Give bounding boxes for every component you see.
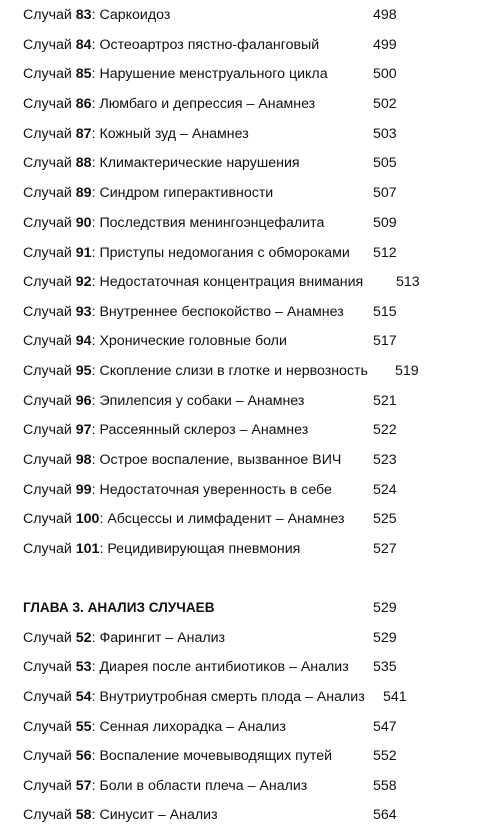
entry-number: 90 xyxy=(75,215,92,231)
entry-separator: : xyxy=(91,807,100,823)
entry-separator: : xyxy=(91,689,100,705)
entry-prefix: Случай xyxy=(23,274,76,290)
toc-entry[interactable] xyxy=(23,419,308,441)
entry-title: Диарея после антибиотиков – Анализ xyxy=(99,659,349,675)
entry-separator: : xyxy=(91,630,100,646)
entry-number: 94 xyxy=(75,333,92,349)
entry-prefix: Случай xyxy=(23,66,76,82)
chapter-heading[interactable]: ГЛАВА 3. АНАЛИЗ СЛУЧАЕВ xyxy=(23,600,215,615)
entry-number: 86 xyxy=(75,96,92,112)
chapter-page: 529 xyxy=(373,600,397,616)
entry-page: 558 xyxy=(373,778,397,794)
entry-prefix: Случай xyxy=(23,511,76,527)
entry-prefix: Случай xyxy=(23,215,76,231)
entry-number: 91 xyxy=(75,245,92,261)
entry-page: 547 xyxy=(373,719,397,735)
entry-page: 509 xyxy=(373,215,397,231)
entry-title: Синдром гиперактивности xyxy=(99,185,274,201)
entry-separator: : xyxy=(99,511,108,527)
entry-page: 523 xyxy=(373,452,397,468)
entry-prefix: Случай xyxy=(23,37,76,53)
entry-title: Недостаточная концентрация внимания xyxy=(99,274,364,290)
entry-number: 84 xyxy=(75,37,92,53)
toc-entry[interactable] xyxy=(23,242,350,264)
toc-entry[interactable] xyxy=(23,4,170,26)
entry-prefix: Случай xyxy=(23,126,76,142)
entry-prefix: Случай xyxy=(23,96,76,112)
entry-title: Воспаление мочевыводящих путей xyxy=(99,748,333,764)
entry-page: 535 xyxy=(373,659,397,675)
entry-separator: : xyxy=(91,304,100,320)
entry-separator: : xyxy=(91,155,100,171)
entry-prefix: Случай xyxy=(23,304,76,320)
toc-entry[interactable] xyxy=(23,716,286,738)
toc-entry[interactable] xyxy=(23,34,319,56)
toc-entry[interactable] xyxy=(23,63,328,85)
entry-title: Эпилепсия у собаки – Анамнез xyxy=(99,393,305,409)
entry-prefix: Случай xyxy=(23,7,76,23)
entry-title: Хронические головные боли xyxy=(99,333,287,349)
entry-number: 83 xyxy=(75,7,92,23)
entry-separator: : xyxy=(91,96,100,112)
toc-entry[interactable] xyxy=(23,656,349,678)
entry-page: 519 xyxy=(395,363,419,379)
entry-separator: : xyxy=(99,541,108,557)
entry-separator: : xyxy=(91,393,100,409)
entry-title: Синусит – Анализ xyxy=(99,807,218,823)
entry-page: 524 xyxy=(373,482,397,498)
entry-prefix: Случай xyxy=(23,689,76,705)
entry-page: 513 xyxy=(396,274,420,290)
entry-prefix: Случай xyxy=(23,393,76,409)
entry-separator: : xyxy=(91,719,100,735)
entry-number: 99 xyxy=(75,482,92,498)
toc-entry[interactable] xyxy=(23,182,273,204)
entry-page: 499 xyxy=(373,37,397,53)
entry-number: 93 xyxy=(75,304,92,320)
entry-prefix: Случай xyxy=(23,630,76,646)
toc-entry[interactable] xyxy=(23,123,249,145)
entry-prefix: Случай xyxy=(23,422,76,438)
entry-number: 58 xyxy=(75,807,92,823)
entry-prefix: Случай xyxy=(23,452,76,468)
toc-entry[interactable] xyxy=(23,538,300,560)
toc-entry[interactable] xyxy=(23,360,368,382)
entry-page: 525 xyxy=(373,511,397,527)
entry-separator: : xyxy=(91,66,100,82)
entry-separator: : xyxy=(91,215,100,231)
entry-prefix: Случай xyxy=(23,719,76,735)
entry-title: Рецидивирующая пневмония xyxy=(107,541,301,557)
entry-number: 97 xyxy=(75,422,92,438)
toc-entry[interactable] xyxy=(23,686,365,708)
entry-number: 85 xyxy=(75,66,92,82)
entry-number: 98 xyxy=(75,452,92,468)
entry-page: 517 xyxy=(373,333,397,349)
entry-title: Нарушение менструального цикла xyxy=(99,66,328,82)
entry-number: 57 xyxy=(75,778,92,794)
entry-title: Климактерические нарушения xyxy=(99,155,300,171)
entry-title: Фарингит – Анализ xyxy=(99,630,226,646)
entry-page: 512 xyxy=(373,245,397,261)
entry-separator: : xyxy=(91,363,100,379)
toc-entry[interactable] xyxy=(23,330,287,352)
entry-page: 498 xyxy=(373,7,397,23)
toc-entry[interactable] xyxy=(23,93,315,115)
entry-number: 101 xyxy=(75,541,100,557)
entry-number: 56 xyxy=(75,748,92,764)
entry-page: 521 xyxy=(373,393,397,409)
entry-separator: : xyxy=(91,274,100,290)
entry-prefix: Случай xyxy=(23,363,76,379)
entry-page: 500 xyxy=(373,66,397,82)
entry-prefix: Случай xyxy=(23,778,76,794)
entry-prefix: Случай xyxy=(23,482,76,498)
entry-title: Скопление слизи в глотке и нервозность xyxy=(99,363,368,379)
entry-title: Остеоартроз пястно-фаланговый xyxy=(99,37,320,53)
entry-title: Рассеянный склероз – Анамнез xyxy=(99,422,309,438)
entry-separator: : xyxy=(91,422,100,438)
toc-entry[interactable] xyxy=(23,152,300,174)
entry-page: 522 xyxy=(373,422,397,438)
entry-page: 503 xyxy=(373,126,397,142)
entry-page: 502 xyxy=(373,96,397,112)
entry-title: Острое воспаление, вызванное ВИЧ xyxy=(99,452,342,468)
entry-prefix: Случай xyxy=(23,659,76,675)
entry-number: 55 xyxy=(75,719,92,735)
toc-entry[interactable] xyxy=(23,449,341,471)
toc-entry[interactable] xyxy=(23,627,225,649)
entry-title: Кожный зуд – Анамнез xyxy=(99,126,249,142)
entry-page: 529 xyxy=(373,630,397,646)
entry-number: 54 xyxy=(75,689,92,705)
toc-entry[interactable] xyxy=(23,212,324,234)
toc-entry[interactable] xyxy=(23,745,332,767)
entry-page: 552 xyxy=(373,748,397,764)
entry-number: 89 xyxy=(75,185,92,201)
entry-separator: : xyxy=(91,659,100,675)
toc-entry[interactable] xyxy=(23,508,345,530)
entry-prefix: Случай xyxy=(23,807,76,823)
entry-page: 564 xyxy=(373,807,397,823)
entry-separator: : xyxy=(91,185,100,201)
entry-title: Последствия менингоэнцефалита xyxy=(99,215,325,231)
toc-entry[interactable] xyxy=(23,775,307,797)
entry-page: 507 xyxy=(373,185,397,201)
entry-title: Внутреннее беспокойство – Анамнез xyxy=(99,304,344,320)
entry-number: 52 xyxy=(75,630,92,646)
entry-page: 515 xyxy=(373,304,397,320)
toc-entry[interactable] xyxy=(23,804,218,826)
toc-entry[interactable] xyxy=(23,479,332,501)
entry-separator: : xyxy=(91,778,100,794)
entry-number: 100 xyxy=(75,511,100,527)
entry-number: 53 xyxy=(75,659,92,675)
entry-separator: : xyxy=(91,126,100,142)
entry-title: Приступы недомогания с обмороками xyxy=(99,245,350,261)
entry-page: 527 xyxy=(373,541,397,557)
toc-entry[interactable] xyxy=(23,301,344,323)
entry-separator: : xyxy=(91,748,100,764)
entry-title: Внутриутробная смерть плода – Анализ xyxy=(99,689,365,705)
entry-prefix: Случай xyxy=(23,245,76,261)
entry-prefix: Случай xyxy=(23,185,76,201)
entry-separator: : xyxy=(91,482,100,498)
entry-page: 505 xyxy=(373,155,397,171)
entry-prefix: Случай xyxy=(23,333,76,349)
entry-separator: : xyxy=(91,333,100,349)
entry-title: Люмбаго и депрессия – Анамнез xyxy=(99,96,316,112)
entry-prefix: Случай xyxy=(23,748,76,764)
entry-page: 541 xyxy=(383,689,407,705)
entry-title: Абсцессы и лимфаденит – Анамнез xyxy=(107,511,345,527)
entry-title: Сенная лихорадка – Анализ xyxy=(99,719,286,735)
entry-separator: : xyxy=(91,37,100,53)
entry-number: 96 xyxy=(75,393,92,409)
entry-prefix: Случай xyxy=(23,155,76,171)
entry-title: Саркоидоз xyxy=(99,7,171,23)
entry-prefix: Случай xyxy=(23,541,76,557)
entry-number: 87 xyxy=(75,126,92,142)
entry-number: 95 xyxy=(75,363,92,379)
entry-separator: : xyxy=(91,452,100,468)
entry-title: Недостаточная уверенность в себе xyxy=(99,482,332,498)
toc-entry[interactable] xyxy=(23,271,363,293)
toc-entry[interactable] xyxy=(23,390,304,412)
entry-number: 88 xyxy=(75,155,92,171)
entry-number: 92 xyxy=(75,274,92,290)
entry-separator: : xyxy=(91,245,100,261)
entry-title: Боли в области плеча – Анализ xyxy=(99,778,308,794)
entry-separator: : xyxy=(91,7,100,23)
